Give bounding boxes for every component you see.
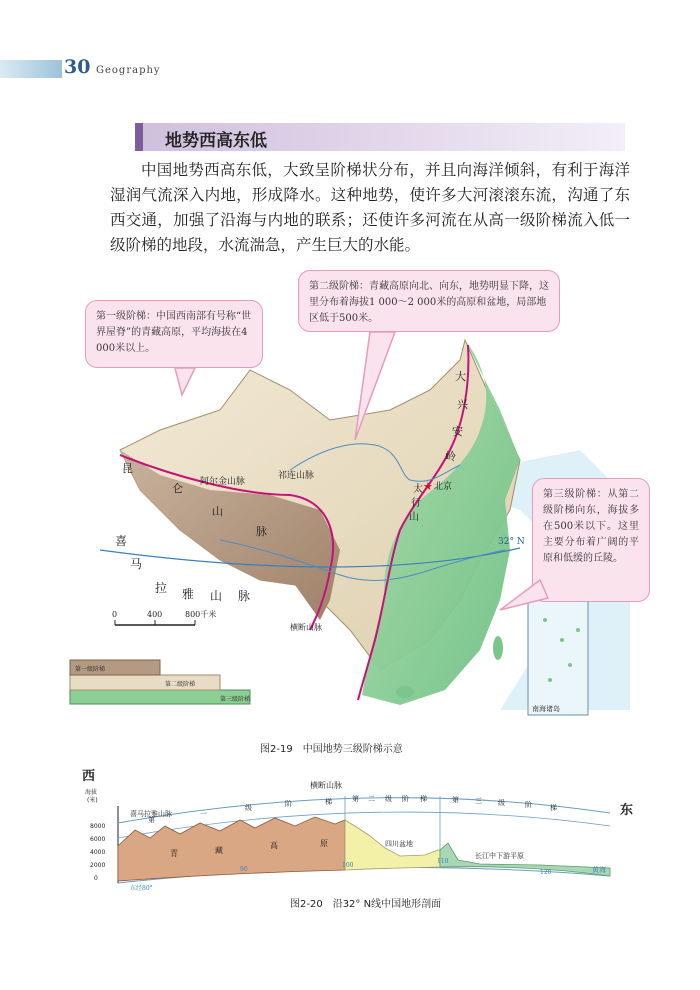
label-beijing: 北京: [434, 482, 453, 492]
scale-tick-2: 800千米: [185, 610, 217, 619]
profile-himalaya: 喜马拉雅山脉: [130, 810, 172, 818]
svg-text:100: 100: [342, 862, 354, 869]
label-dxal-0: 大: [455, 370, 466, 383]
inset-label: 南海诸岛: [532, 705, 560, 713]
svg-text:第: 第: [352, 795, 359, 803]
ytick-0: 0: [94, 875, 98, 882]
svg-text:二: 二: [368, 795, 375, 803]
svg-text:第: 第: [452, 796, 459, 804]
label-dxal-2: 安: [452, 425, 463, 438]
profile-step1: [118, 817, 345, 881]
profile-frame-top: [118, 798, 610, 823]
profile-top-label: 横断山脉: [310, 781, 342, 790]
svg-text:第: 第: [148, 816, 155, 824]
svg-text:阶: 阶: [285, 800, 292, 808]
hainan-island: [396, 686, 414, 698]
svg-text:藏: 藏: [215, 846, 223, 855]
svg-text:110: 110: [437, 858, 449, 865]
label-himalaya-5: 脉: [238, 589, 251, 603]
svg-text:梯: 梯: [550, 804, 557, 812]
paragraph: 中国地势西高东低，大致呈阶梯状分布，并且向海洋倾斜，有利于海洋湿润气流深入内地，形成降水。这种地势，使许多大河滚滚东流，沟通了东西交通，加强了沿海与内地的联系；还使许多河流在从高一级阶梯流入低一级阶梯的地段，水流湍急，产生巨大的水能。: [110, 161, 630, 254]
terrain-profile: [80, 768, 640, 893]
callout-step2: 第二级阶梯：青藏高原向北、向东，地势明显下降，这里分布着海拔1 000～2 000米的高原和盆地，局部地区低于500米。: [298, 270, 560, 332]
svg-text:一: 一: [200, 810, 207, 818]
svg-text:梯: 梯: [420, 795, 427, 803]
svg-text:东经80°: 东经80°: [130, 885, 153, 892]
header-bar: [0, 60, 62, 78]
svg-text:90: 90: [240, 866, 248, 873]
svg-text:三: 三: [475, 797, 482, 805]
profile-yangtze: 长江中下游平原: [475, 852, 524, 860]
legend-step1: 第一级阶梯: [75, 666, 106, 673]
body-text: [110, 158, 630, 258]
svg-text:阶: 阶: [525, 801, 532, 809]
label-qilian: 祁连山脉: [278, 471, 315, 481]
ytick-4000: 4000: [90, 849, 106, 856]
scale-tick-1: 400: [147, 610, 163, 619]
label-taihang-2: 山: [409, 512, 419, 523]
label-kunlun2: 仑: [172, 482, 183, 495]
label-hengduan: 横断山脉: [290, 623, 322, 632]
label-himalaya-2: 拉: [155, 581, 168, 595]
label-shan: 山: [212, 505, 223, 518]
ytick-6000: 6000: [90, 836, 106, 843]
profile-yunit: 海拔: [85, 789, 98, 796]
profile-step3: [440, 843, 610, 876]
label-kunlun: 昆: [122, 462, 133, 475]
latitude-label: 32° N: [498, 537, 525, 547]
label-dxal-3: 岭: [445, 450, 456, 463]
section-heading: [135, 123, 625, 151]
label-a-er-jin: 阿尔金山脉: [200, 477, 246, 487]
svg-text:青: 青: [170, 849, 178, 858]
svg-text:级: 级: [498, 799, 505, 807]
inset-box: [528, 600, 588, 715]
profile-east: 东: [620, 803, 634, 818]
label-himalaya-0: 喜: [115, 534, 128, 548]
svg-text:120: 120: [540, 869, 552, 876]
legend-step2: 第二级阶梯: [165, 681, 196, 688]
legend-step3: 第三级阶梯: [220, 696, 251, 703]
profile-west: 西: [82, 769, 96, 784]
ytick-2000: 2000: [90, 862, 106, 869]
figure1-caption: 图2-19 中国地势三级阶梯示意: [260, 744, 403, 755]
label-mai: 脉: [256, 525, 267, 538]
page-number: 30: [64, 56, 91, 78]
scale-tick-0: 0: [112, 610, 118, 619]
svg-text:高: 高: [270, 841, 278, 850]
svg-text:(米): (米): [87, 797, 98, 804]
star-icon: ★: [423, 480, 433, 493]
label-taihang-0: 太: [413, 484, 423, 495]
ytick-8000: 8000: [90, 823, 106, 830]
svg-text:阶: 阶: [402, 795, 409, 803]
label-himalaya-3: 雅: [182, 587, 195, 601]
callout-step3: 第三级阶梯：从第二级阶梯向东，海拔多在500米以下。这里主要分布着广阔的平原和低缓的丘陵。: [532, 478, 650, 602]
label-himalaya-4: 山: [210, 589, 223, 603]
profile-sichuan: 四川盆地: [385, 840, 413, 848]
section-heading-bar: [135, 123, 143, 151]
label-dxal-1: 兴: [457, 398, 468, 411]
taiwan-island: [493, 636, 503, 660]
callout-step1: 第一级阶梯：中国西南部有号称“世界屋脊”的青藏高原，平均海拔在4 000米以上。: [85, 300, 263, 368]
step-legend: [70, 660, 250, 704]
figure2-caption: 图2-20 沿32° N线中国地形剖面: [290, 899, 442, 910]
svg-text:级: 级: [385, 795, 392, 803]
profile-sea: 黄海: [592, 866, 606, 874]
svg-text:梯: 梯: [325, 798, 332, 806]
label-taihang-1: 行: [411, 498, 421, 509]
svg-text:级: 级: [245, 804, 252, 812]
label-himalaya-1: 马: [130, 557, 143, 571]
svg-text:原: 原: [320, 839, 328, 848]
running-head: Geography: [96, 65, 161, 76]
section-title: 地势西高东低: [165, 131, 267, 151]
